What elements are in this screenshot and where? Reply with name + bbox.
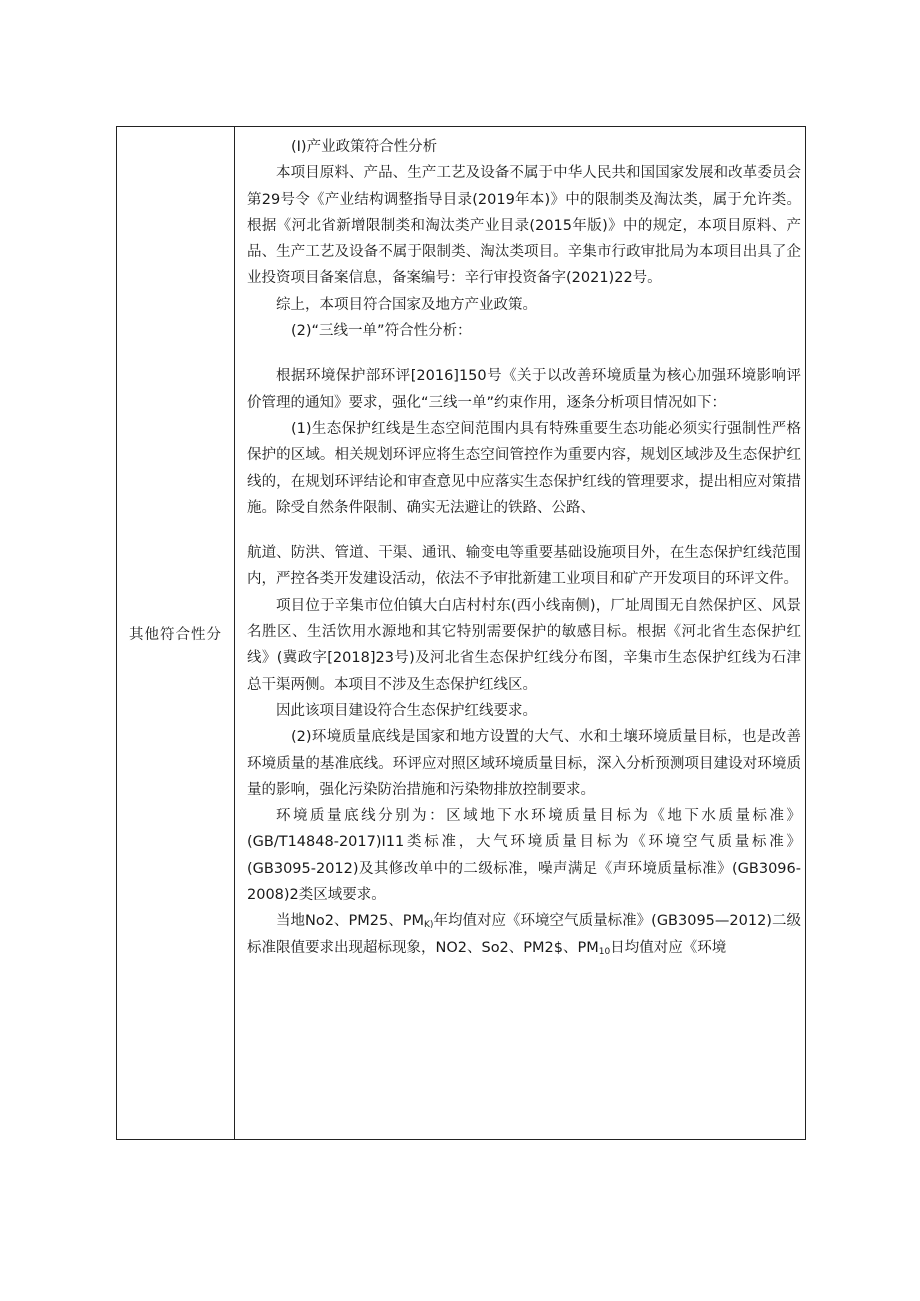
paragraph-redline-conclusion: 因此该项目建设符合生态保护红线要求。 (276, 702, 537, 719)
air-text-part-c: 日均值对应《环境 (610, 939, 727, 956)
paragraph-quality-baselines: 环境质量底线分别为：区域地下水环境质量目标为《地下水质量标准》(GB/T14848-2017)I11类标准，大气环境质量目标为《环境空气质量标准》(GB3095-2012)及其修改单中的二级标准，噪声满足《声环境质量标准》(GB3096-2008)2类区域要求。 (247, 808, 801, 904)
row-label: 其他符合性分 (129, 626, 222, 643)
spacer (247, 344, 801, 363)
paragraph-environmental-quality: (2)环境质量底线是国家和地方设置的大气、水和土壤环境质量目标，也是改善环境质量的基准底线。环评应对照区域环境质量目标，深入分析预测项目建设对环境质量的影响，强化污染防治措施和污染物排放控制要求。 (247, 729, 801, 798)
document-table (116, 126, 806, 1140)
paragraph-ecological-redline: (1)生态保护红线是生态空间范围内具有特殊重要生态功能必须实行强制性严格保护的区域。相关规划环评应将生态空间管控作为重要内容，规划区域涉及生态保护红线的，在规划环评结论和审查意见中应落实生态保护红线的管理要求，提出相应对策措施。除受自然条件限制、确实无法避让的铁路、公路、 (247, 420, 801, 516)
paragraph-industry-conclusion: 综上，本项目符合国家及地方产业政策。 (276, 296, 537, 313)
paragraph-three-lines-intro: 根据环境保护部环评[2016]150号《关于以改善环境质量为核心加强环境影响评价管理的通知》要求，强化“三线一单”约束作用，逐条分析项目情况如下： (247, 368, 801, 411)
subscript-pm: K) (424, 920, 434, 931)
paragraph-project-location: 项目位于辛集市位伯镇大白店村村东(西小线南侧)，厂址周围无自然保护区、风景名胜区、生活饮用水源地和其它特别需要保护的敏感目标。根据《河北省生态保护红线》(冀政字[2018]23号)及河北省生态保护红线分布图，辛集市生态保护红线为石津总干渠两侧。本项目不涉及生态保护红线区。 (247, 597, 801, 693)
paragraph-industry-analysis: 本项目原料、产品、生产工艺及设备不属于中华人民共和国国家发展和改革委员会第29号令《产业结构调整指导目录(2019年本)》中的限制类及淘汰类，属于允许类。根据《河北省新增限制类和淘汰类产业目录(2015年版)》中的规定，本项目原料、产品、生产工艺及设备不属于限制类、淘汰类项目。辛集市行政审批局为本项目出具了企业投资项目备案信息，备案编号：辛行审投资备字(2021)22号。 (247, 165, 801, 287)
row-label-cell (117, 127, 235, 1139)
paragraph-air-quality-status (247, 908, 801, 961)
air-text-part-a: 当地No2、PM25、PM (276, 913, 424, 930)
section-heading-industry-policy: (I)产业政策符合性分析 (291, 139, 438, 155)
section-heading-three-lines: (2)“三线一单”符合性分析： (291, 323, 472, 340)
air-text-part-b: 年均值对应《环境空气质量标准》(GB3095—2012)二级标准限值要求出现超标现象，NO2、So2、PM2$、PM (247, 913, 801, 956)
subscript-pm10: 10 (598, 946, 611, 957)
content-cell (235, 127, 805, 1139)
spacer (247, 521, 801, 540)
paragraph-ecological-redline-cont: 航道、防洪、管道、干渠、通讯、输变电等重要基础设施项目外，在生态保护红线范围内，严控各类开发建设活动，依法不予审批新建工业项目和矿产开发项目的环评文件。 (247, 545, 801, 588)
